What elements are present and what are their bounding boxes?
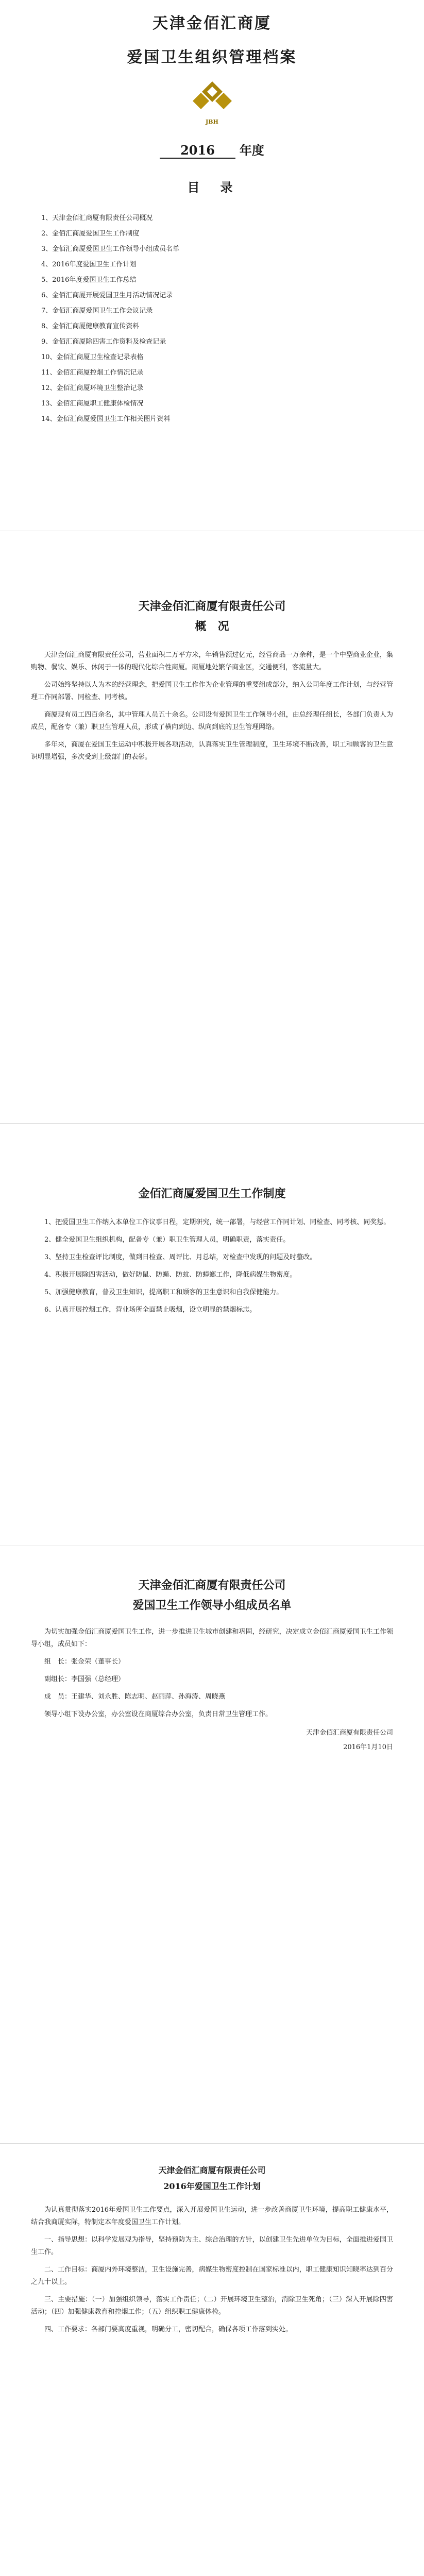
overview-page (0, 598, 424, 769)
page-divider (0, 1123, 424, 1124)
plan-paragraph: 一、指导思想：以科学发展观为指导，坚持预防为主、综合治理的方针，以创建卫生先进单位为目标，全面推进爱国卫生工作。 (31, 2236, 393, 2256)
overview-title: 概 况 (195, 620, 229, 633)
plan-company: 天津金佰汇商厦有限责任公司 (158, 2165, 266, 2175)
rules-page (0, 1185, 424, 1321)
rules-title: 金佰汇商厦爱国卫生工作制度 (138, 1187, 286, 1200)
members-signature (31, 1726, 393, 1755)
overview-company: 天津金佰汇商厦有限责任公司 (138, 600, 286, 613)
members-line: 领导小组下设办公室，办公室设在商厦综合办公室，负责日常卫生管理工作。 (44, 1710, 273, 1718)
toc-item: 7、金佰汇商厦爱国卫生工作会议记录 (41, 307, 153, 315)
rules-item: 5、加强健康教育，普及卫生知识，提高职工和顾客的卫生意识和自我保健能力。 (44, 1289, 283, 1296)
members-company: 天津金佰汇商厦有限责任公司 (138, 1579, 286, 1592)
plan-paragraph: 四、工作要求：各部门要高度重视，明确分工，密切配合，确保各项工作落到实处。 (44, 2326, 293, 2333)
company-logo (186, 79, 238, 126)
toc-item: 13、金佰汇商厦职工健康体检情况 (41, 400, 144, 408)
overview-paragraph: 天津金佰汇商厦有限责任公司，营业面积二万平方米，年销售额过亿元，经营商品一万余种，是一个中型商业企业，集购物、餐饮、娱乐、休闲于一体的现代化综合性商厦。商厦地处繁华商业区，交通便利，客流量大。 (31, 651, 393, 671)
rules-item: 1、把爱国卫生工作纳入本单位工作议事日程，定期研究，统一部署，与经营工作同计划、同检查、同考核、同奖惩。 (44, 1218, 391, 1226)
toc-item: 5、2016年度爱国卫生工作总结 (41, 276, 137, 284)
overview-paragraph: 商厦现有员工四百余名，其中管理人员五十余名。公司设有爱国卫生工作领导小组，由总经理任组长，各部门负责人为成员，配备专（兼）职卫生管理人员，形成了横向到边、纵向到底的卫生管理网络。 (31, 711, 393, 731)
table-of-contents (41, 211, 424, 427)
plan-paragraph: 三、主要措施：（一）加强组织领导，落实工作责任；（二）开展环境卫生整治，消除卫生死角；（三）深入开展除四害活动；（四）加强健康教育和控烟工作；（五）组织职工健康体检。 (31, 2296, 393, 2316)
archive-title: 爱国卫生组织管理档案 (127, 48, 297, 66)
year-suffix: 年度 (239, 143, 264, 158)
members-line: 组 长：张金荣（董事长） (44, 1658, 125, 1666)
rules-item: 6、认真开展控烟工作，营业场所全面禁止吸烟，设立明显的禁烟标志。 (44, 1306, 257, 1314)
members-line: 成 员：王建华、刘永胜、陈志明、赵丽萍、孙海涛、周晓燕 (44, 1693, 226, 1701)
company-title: 天津金佰汇商厦 (152, 14, 272, 32)
plan-title: 2016年爱国卫生工作计划 (163, 2181, 261, 2191)
rules-item: 2、健全爱国卫生组织机构，配备专（兼）职卫生管理人员，明确职责，落实责任。 (44, 1236, 290, 1244)
toc-item: 1、天津金佰汇商厦有限责任公司概况 (41, 214, 153, 222)
toc-item: 12、金佰汇商厦环境卫生整治记录 (41, 384, 144, 392)
logo-icon (186, 79, 238, 115)
members-intro: 为切实加强金佰汇商厦爱国卫生工作，进一步推进卫生城市创建和巩固，经研究，决定成立金佰汇商厦爱国卫生工作领导小组，成员如下： (31, 1628, 393, 1648)
sign-date: 2016年1月10日 (343, 1743, 393, 1751)
toc-item: 4、2016年度爱国卫生工作计划 (41, 261, 137, 268)
toc-item: 14、金佰汇商厦爱国卫生工作相关图片资料 (41, 415, 171, 423)
overview-paragraph: 多年来，商厦在爱国卫生运动中积极开展各项活动，认真落实卫生管理制度，卫生环境不断改善，职工和顾客的卫生意识明显增强，多次受到上级部门的表彰。 (31, 741, 393, 761)
plan-page (0, 2164, 424, 2341)
toc-item: 8、金佰汇商厦健康教育宣传资料 (41, 323, 140, 330)
sign-company: 天津金佰汇商厦有限责任公司 (306, 1729, 393, 1737)
toc-item: 3、金佰汇商厦爱国卫生工作领导小组成员名单 (41, 245, 180, 253)
archive-year: 2016 (160, 143, 235, 159)
toc-item: 9、金佰汇商厦除四害工作资料及检查记录 (41, 338, 166, 346)
toc-title: 目 录 (187, 180, 237, 195)
year-line (0, 140, 424, 159)
page-divider (0, 2143, 424, 2144)
toc-item: 10、金佰汇商厦卫生检查记录表格 (41, 353, 144, 361)
members-title: 爱国卫生工作领导小组成员名单 (132, 1599, 292, 1612)
rules-item: 4、积极开展除四害活动，做好防鼠、防蝇、防蚊、防蟑螂工作，降低病媒生物密度。 (44, 1271, 297, 1279)
members-line: 副组长：李国强（总经理） (44, 1675, 125, 1683)
overview-paragraph: 公司始终坚持以人为本的经营理念，把爱国卫生工作作为企业管理的重要组成部分，纳入公司年度工作计划，与经营管理工作同部署、同检查、同考核。 (31, 681, 393, 701)
plan-paragraph: 二、工作目标：商厦内外环境整洁，卫生设施完善，病媒生物密度控制在国家标准以内，职工健康知识知晓率达到百分之九十以上。 (31, 2266, 393, 2286)
logo-text: JBH (206, 118, 218, 125)
toc-item: 6、金佰汇商厦开展爱国卫生月活动情况记录 (41, 292, 173, 299)
members-page (0, 1577, 424, 1755)
cover-page (0, 0, 424, 531)
rules-item: 3、坚持卫生检查评比制度，做到日检查、周评比、月总结，对检查中发现的问题及时整改。 (44, 1253, 317, 1261)
plan-paragraph: 为认真贯彻落实2016年爱国卫生工作要点，深入开展爱国卫生运动，进一步改善商厦卫生环境，提高职工健康水平，结合我商厦实际，特制定本年度爱国卫生工作计划。 (31, 2206, 393, 2226)
toc-item: 11、金佰汇商厦控烟工作情况记录 (41, 369, 144, 377)
toc-item: 2、金佰汇商厦爱国卫生工作制度 (41, 230, 140, 238)
